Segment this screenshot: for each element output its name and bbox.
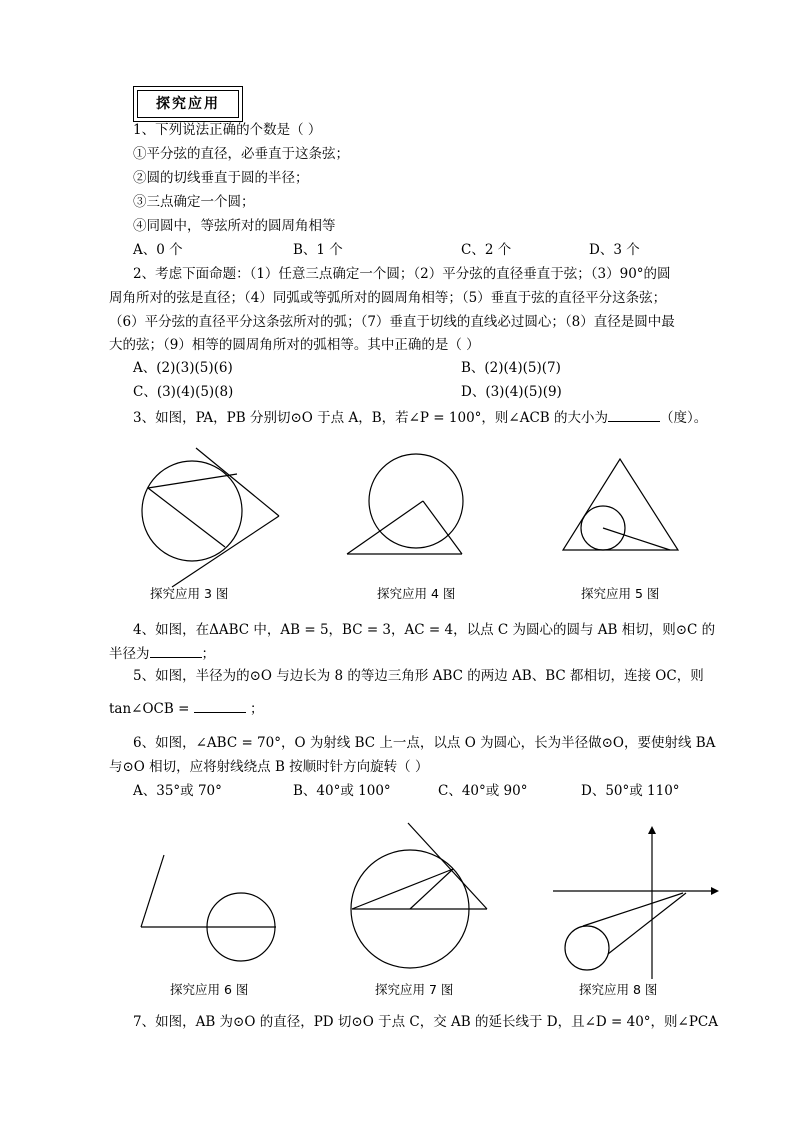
q6-option-d: D、50°或 110°	[581, 783, 680, 799]
q5-tail: ；	[250, 701, 264, 717]
y-axis-arrow	[648, 826, 656, 834]
q2-line-1: 2、考虑下面命题：（1）任意三点确定一个圆；（2）平分弦的直径垂直于弦；（3）90°的圆	[133, 266, 671, 282]
q6-line-2: 与⊙O 相切，应将射线绕点 B 按顺时针方向旋转（ ）	[109, 759, 429, 775]
q2-line-3: （6）平分弦的直径平分这条弦所对的弧；（7）垂直于切线的直线必过圆心；（8）直径是圆中最	[109, 314, 675, 330]
caption-fig-5: 探究应用 5 图	[581, 586, 660, 601]
q2-line-4: 大的弦；（9）相等的圆周角所对的弧相等。其中正确的是（ ）	[109, 337, 480, 353]
caption-fig-6: 探究应用 6 图	[170, 982, 249, 997]
q4-line-2-text: 半径为	[109, 646, 150, 662]
q1-option-a: A、0 个	[133, 242, 183, 258]
caption-fig-8: 探究应用 8 图	[579, 982, 658, 997]
q1-statement-1: ①平分弦的直径，必垂直于这条弦；	[133, 146, 349, 162]
q1-statement-3: ③三点确定一个圆；	[133, 194, 255, 210]
q4-line-1: 4、如图，在ΔABC 中，AB = 5，BC = 3，AC = 4，以点 C 为圆心的圆与 AB 相切，则⊙C 的	[133, 622, 716, 638]
figure-7-diagram	[351, 823, 487, 968]
q5-line-1: 5、如图，半径为的⊙O 与边长为 8 的等边三角形 ABC 的两边 AB、BC 都相切，连接 OC，则	[133, 668, 704, 684]
figure-8-diagram	[553, 834, 711, 979]
q4-answer-blank[interactable]	[150, 643, 202, 658]
q3-tail: （度）。	[660, 410, 708, 426]
q6-option-a: A、35°或 70°	[133, 783, 222, 799]
q7-line-1: 7、如图，AB 为⊙O 的直径，PD 切⊙O 于点 C，交 AB 的延长线于 D，且∠D = 40°，则∠PCA	[133, 1014, 719, 1030]
q2-option-d: D、(3)(4)(5)(9)	[461, 384, 562, 400]
q3-text: 3、如图，PA，PB 分别切⊙O 于点 A，B，若∠P = 100°，则∠ACB 的大小为	[133, 410, 609, 426]
q1-statement-4: ④同圆中，等弦所对的圆周角相等	[133, 218, 336, 234]
q2-option-a: A、(2)(3)(5)(6)	[133, 360, 233, 376]
q2-line-2: 周角所对的弦是直径；（4）同弧或等弧所对的圆周角相等；（5）垂直于弦的直径平分这条弦；	[109, 290, 667, 306]
q1-option-c: C、2 个	[461, 242, 512, 258]
x-axis-arrow	[711, 887, 719, 895]
section-title: 探究应用	[137, 90, 239, 118]
figure-5-diagram	[563, 459, 678, 550]
q1-option-d: D、3 个	[589, 242, 640, 258]
q2-option-c: C、(3)(4)(5)(8)	[133, 384, 234, 400]
q6-option-c: C、40°或 90°	[438, 783, 528, 799]
caption-fig-7: 探究应用 7 图	[375, 982, 454, 997]
figure-6-diagram	[141, 855, 276, 961]
q4-tail: ；	[201, 646, 215, 662]
caption-fig-3: 探究应用 3 图	[150, 586, 229, 601]
q4-line-2	[109, 643, 215, 664]
q5-line-2	[109, 698, 264, 719]
q1-statement-2: ②圆的切线垂直于圆的半径；	[133, 170, 309, 186]
q2-option-b: B、(2)(4)(5)(7)	[461, 360, 561, 376]
q5-answer-blank[interactable]	[194, 698, 246, 713]
q6-line-1: 6、如图，∠ABC = 70°，O 为射线 BC 上一点，以点 O 为圆心，长为半径做⊙O，要使射线 BA	[133, 735, 716, 751]
caption-fig-4: 探究应用 4 图	[377, 586, 456, 601]
q1-option-b: B、1 个	[293, 242, 343, 258]
q5-line-2-text: tan∠OCB =	[109, 701, 190, 717]
figure-3-diagram	[142, 448, 279, 587]
figure-4-diagram	[347, 454, 463, 554]
q1-stem: 1、下列说法正确的个数是（ ）	[133, 122, 322, 138]
q6-option-b: B、40°或 100°	[293, 783, 391, 799]
